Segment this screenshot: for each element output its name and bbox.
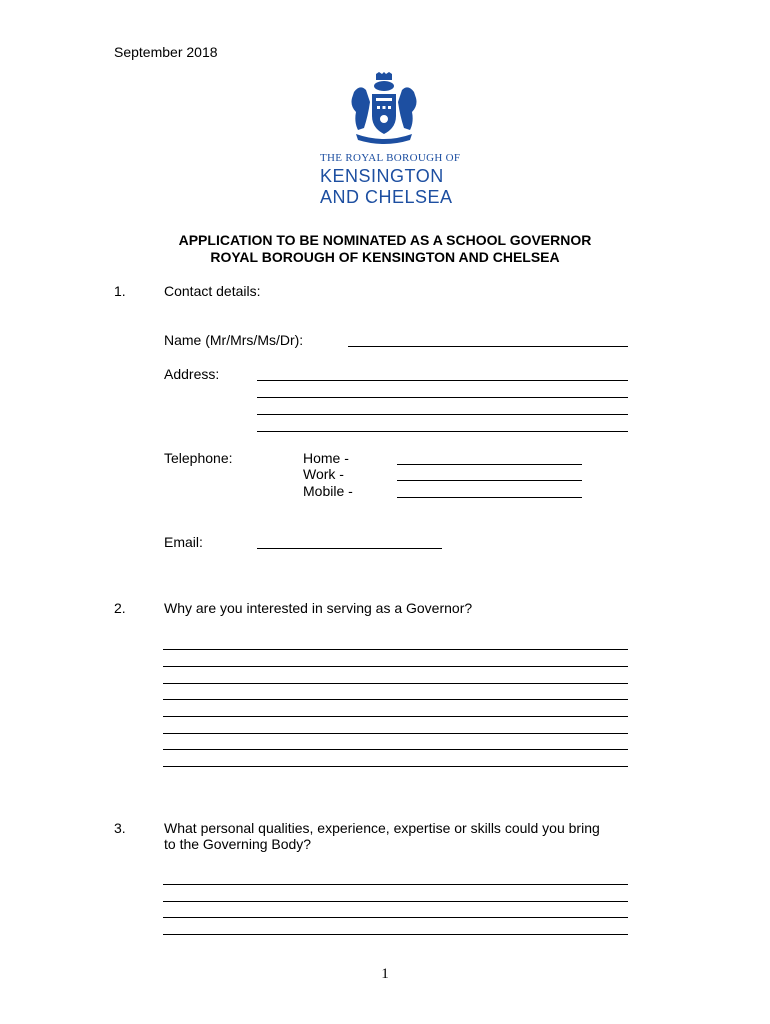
form-title-line2: ROYAL BOROUGH OF KENSINGTON AND CHELSEA [210,249,560,265]
email-input-line[interactable] [257,548,442,549]
work-phone-label: Work - [303,466,344,482]
section3-number: 3. [114,820,126,836]
address-label: Address: [164,366,220,382]
logo-text-line1: THE ROYAL BOROUGH OF [320,152,461,164]
answer3-line-4[interactable] [163,934,628,935]
email-label: Email: [164,534,203,550]
mobile-phone-label: Mobile - [303,483,353,499]
section3-question-line1: What personal qualities, experience, expertise or skills could you bring [164,820,600,836]
section1-number: 1. [114,283,126,299]
address-input-line-4[interactable] [257,431,628,432]
page-number: 1 [381,966,389,982]
section1-heading: Contact details: [164,283,261,299]
answer2-line-5[interactable] [163,716,628,717]
section2-number: 2. [114,600,126,616]
telephone-label: Telephone: [164,450,233,466]
logo-text-line3: AND CHELSEA [320,187,453,207]
home-phone-input-line[interactable] [397,464,582,465]
answer2-line-8[interactable] [163,766,628,767]
name-input-line[interactable] [348,346,628,347]
answer2-line-4[interactable] [163,699,628,700]
address-input-line-3[interactable] [257,414,628,415]
crest-logo-icon [346,72,422,146]
address-input-line-1[interactable] [257,380,628,381]
answer2-line-6[interactable] [163,733,628,734]
answer2-line-2[interactable] [163,666,628,667]
answer3-line-3[interactable] [163,917,628,918]
logo-text-line2: KENSINGTON [320,166,444,186]
section3-question-line2: to the Governing Body? [164,836,312,852]
address-input-line-2[interactable] [257,397,628,398]
mobile-phone-input-line[interactable] [397,497,582,498]
answer2-line-1[interactable] [163,649,628,650]
section2-question: Why are you interested in serving as a Governor? [164,600,473,616]
document-date: September 2018 [114,44,218,60]
work-phone-input-line[interactable] [397,480,582,481]
form-title-line1: APPLICATION TO BE NOMINATED AS A SCHOOL GOVERNOR [178,232,592,248]
answer3-line-2[interactable] [163,901,628,902]
home-phone-label: Home - [303,450,349,466]
answer2-line-3[interactable] [163,683,628,684]
name-label: Name (Mr/Mrs/Ms/Dr): [164,332,304,348]
answer3-line-1[interactable] [163,884,628,885]
answer2-line-7[interactable] [163,749,628,750]
